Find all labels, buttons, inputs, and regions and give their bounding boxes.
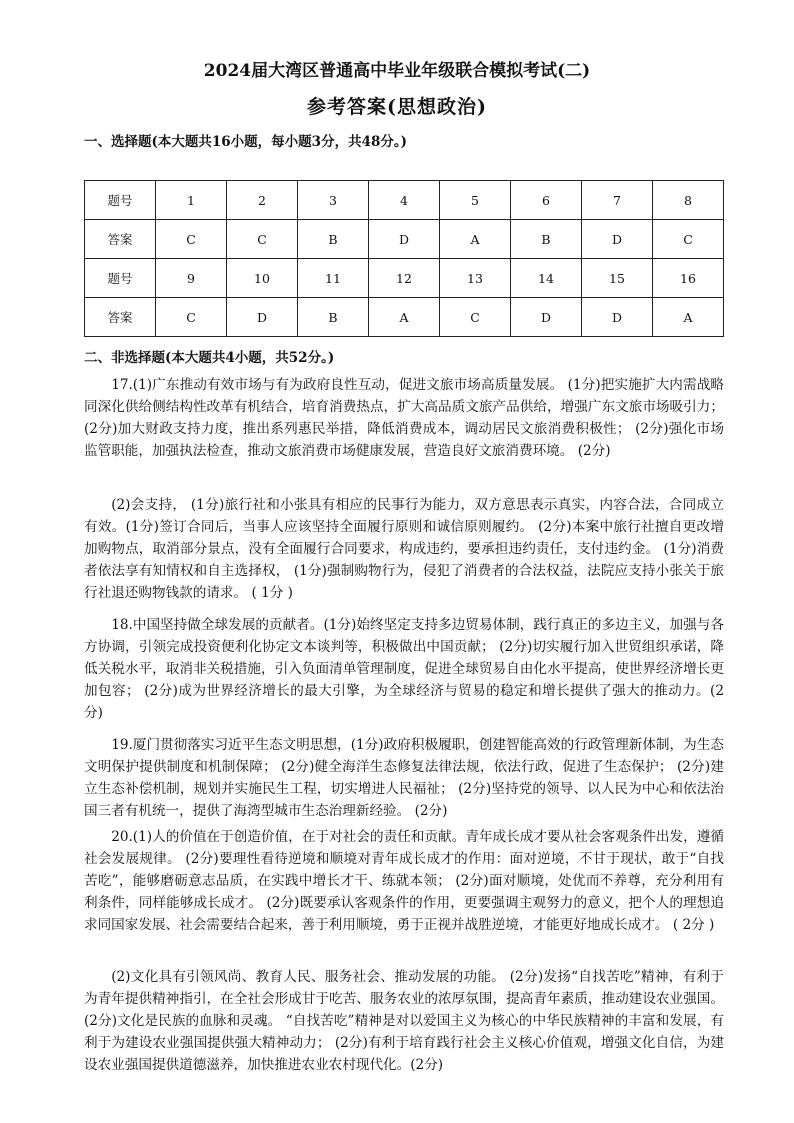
- table-cell: 8: [653, 181, 724, 220]
- table-row-label: 答案: [85, 298, 156, 337]
- table-cell: 14: [511, 259, 582, 298]
- table-cell: C: [156, 298, 227, 337]
- table-cell: 10: [227, 259, 298, 298]
- section-heading-open: 二、非选择题(本大题共4小题，共52分。): [84, 350, 335, 366]
- table-cell: A: [369, 298, 440, 337]
- table-cell: B: [298, 220, 369, 259]
- answer-paragraph-17-2: (2)会支持， (1分)旅行社和小张具有相应的民事行为能力，双方意思表示真实，内容合法，合同成立有效。(1分)签订合同后，当事人应该坚持全面履行原则和诚信原则履约。 (2分)本案中旅行社擅自更改增加购物点，取消部分景点，没有全面履行合同要求，构成违约，要承担违约责任，支付违约金。 (1分)消费者依法享有知情权和自主选择权， (1分)强制购物行为，侵犯了消费者的合法权益，法院应支持小张关于旅行社退还购物钱款的请求。 ( 1分 ): [84, 497, 724, 601]
- page-title: 2024届大湾区普通高中毕业年级联合模拟考试(二): [203, 61, 591, 81]
- table-row: [85, 298, 724, 337]
- table-cell: C: [227, 220, 298, 259]
- table-cell: C: [440, 298, 511, 337]
- table-cell: C: [156, 220, 227, 259]
- answer-paragraph-19: 19.厦门贯彻落实习近平生态文明思想，(1分)政府积极履职，创建智能高效的行政管理新体制，为生态文明保护提供制度和机制保障； (2分)健全海洋生态修复法律法规，依法行政，促进了生态保护； (2分)建立生态补偿机制，规划并实施民生工程，切实增进人民福祉； (2分)坚持党的领导、以人民为中心和依法治国三者有机统一，提供了海湾型城市生态治理新经验。 (2分): [84, 737, 724, 819]
- answer-paragraph-18: 18.中国坚持做全球发展的贡献者。(1分)始终坚定支持多边贸易体制，践行真正的多边主义，加强与各方协调，引领完成投资便利化协定文本谈判等，积极做出中国贡献； (2分)切实履行加入世贸组织承诺，降低关税水平，取消非关税措施，引入负面清单管理制度，促进全球贸易自由化水平提高，使世界经济增长更加包容； (2分)成为世界经济增长的最大引擎，为全球经济与贸易的稳定和增长提供了强大的推动力。(2分): [84, 617, 724, 721]
- answer-paragraph-17-1: 17.(1)广东推动有效市场与有为政府良性互动，促进文旅市场高质量发展。 (1分)把实施扩大内需战略同深化供给侧结构性改革有机结合，培育消费热点，扩大高品质文旅产品供给，增强广东文旅市场吸引力； (2分)加大财政支持力度，推出系列惠民举措，降低消费成本，调动居民文旅消费积极性； (2分)强化市场监管职能，加强执法检查，推动文旅消费市场健康发展，营造良好文旅消费环境。 (2分): [84, 377, 724, 459]
- table-cell: B: [511, 220, 582, 259]
- table-cell: D: [582, 298, 653, 337]
- section-heading-choice: 一、选择题(本大题共16小题，每小题3分，共48分。): [84, 134, 407, 150]
- answer-table: [84, 180, 724, 337]
- table-cell: D: [582, 220, 653, 259]
- table-cell: D: [227, 298, 298, 337]
- table-cell: 7: [582, 181, 653, 220]
- table-row-label: 答案: [85, 220, 156, 259]
- table-row: [85, 220, 724, 259]
- table-cell: 1: [156, 181, 227, 220]
- table-cell: 6: [511, 181, 582, 220]
- table-cell: D: [511, 298, 582, 337]
- table-cell: 12: [369, 259, 440, 298]
- table-cell: 9: [156, 259, 227, 298]
- table-cell: C: [653, 220, 724, 259]
- table-cell: A: [653, 298, 724, 337]
- table-cell: D: [369, 220, 440, 259]
- answer-paragraph-20-1: 20.(1)人的价值在于创造价值，在于对社会的责任和贡献。青年成长成才要从社会客观条件出发，遵循社会发展规律。 (2分)要理性看待逆境和顺境对青年成长成才的作用：面对逆境，不甘于现状，敢于“自找苦吃”，能够磨砺意志品质，在实践中增长才干、练就本领； (2分)面对顺境，处优而不养尊，充分利用有利条件，同样能够成长成才。 (2分)既要承认客观条件的作用，更要强调主观努力的意义，把个人的理想追求同国家发展、社会需要结合起来，善于利用顺境，勇于正视并战胜逆境，才能更好地成长成才。 ( 2分 ): [84, 829, 724, 933]
- table-row-label: 题号: [85, 259, 156, 298]
- table-cell: 15: [582, 259, 653, 298]
- page-subtitle: 参考答案(思想政治): [307, 96, 487, 118]
- table-cell: A: [440, 220, 511, 259]
- table-cell: 16: [653, 259, 724, 298]
- table-cell: 5: [440, 181, 511, 220]
- answer-paragraph-20-2: (2)文化具有引领风尚、教育人民、服务社会、推动发展的功能。 (2分)发扬“自找苦吃”精神，有利于为青年提供精神指引，在全社会形成甘于吃苦、服务农业的浓厚氛围，提高青年素质，推动建设农业强国。(2分)文化是民族的血脉和灵魂。 “自找苦吃”精神是对以爱国主义为核心的中华民族精神的丰富和发展，有利于为建设农业强国提供强大精神动力； (2分)有利于培育践行社会主义核心价值观，增强文化自信，为建设农业强国提供道德滋养，加快推进农业农村现代化。(2分): [84, 969, 724, 1073]
- table-row: [85, 181, 724, 220]
- table-cell: 13: [440, 259, 511, 298]
- table-cell: 11: [298, 259, 369, 298]
- table-row: [85, 259, 724, 298]
- table-cell: B: [298, 298, 369, 337]
- table-cell: 2: [227, 181, 298, 220]
- table-cell: 3: [298, 181, 369, 220]
- table-cell: 4: [369, 181, 440, 220]
- table-row-label: 题号: [85, 181, 156, 220]
